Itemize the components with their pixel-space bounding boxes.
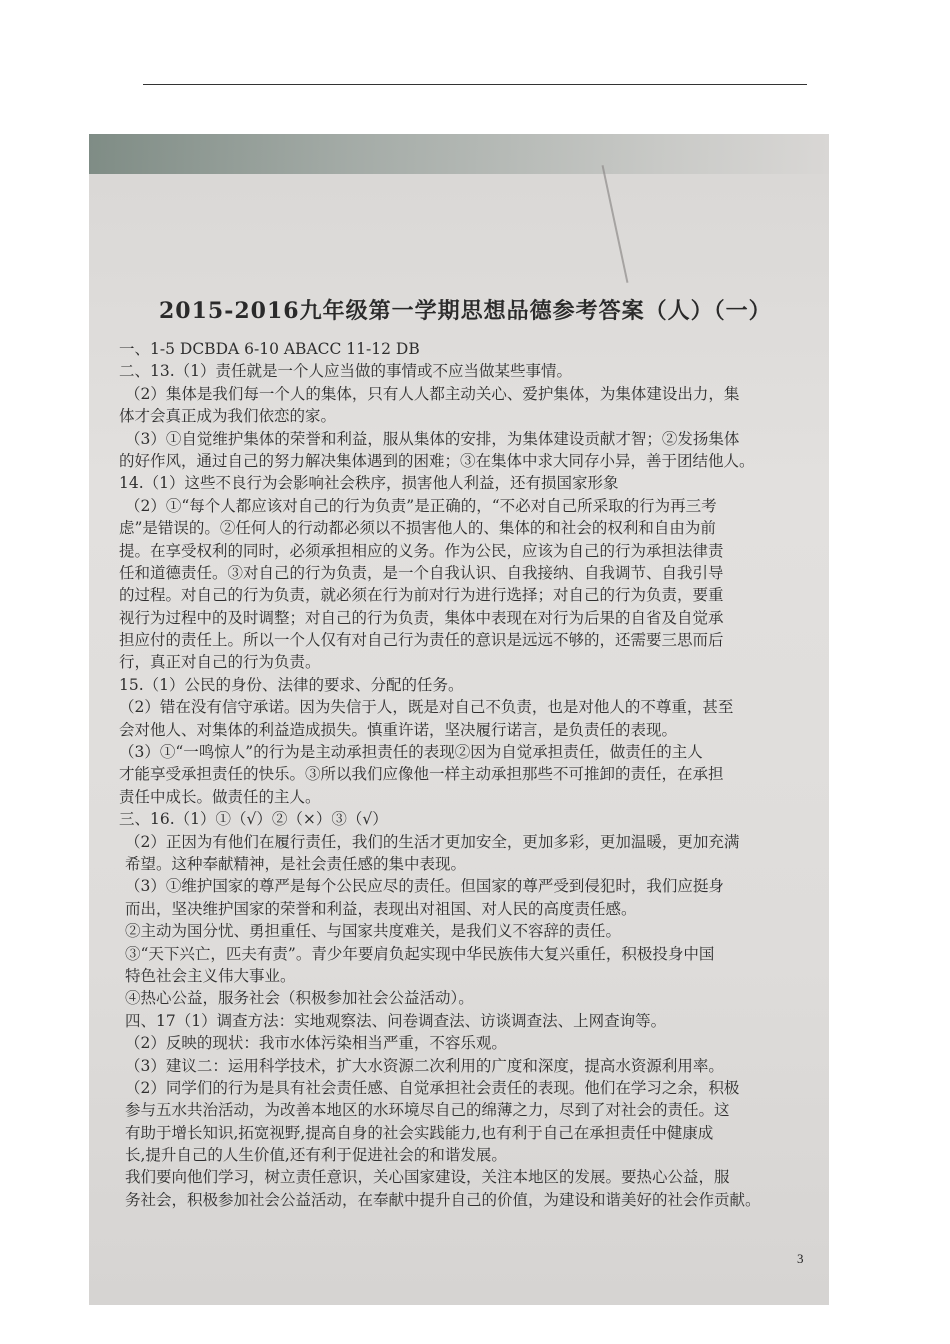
answer-line: 长,提升自己的人生价值,还有利于促进社会的和谐发展。 <box>125 1146 507 1165</box>
answer-line: 14.（1）这些不良行为会影响社会秩序，损害他人利益，还有损国家形象 <box>119 474 619 493</box>
header-rule <box>143 84 807 85</box>
answer-line: 的好作风，通过自己的努力解决集体遇到的困难；③在集体中求大同存小异，善于团结他人。 <box>119 451 755 470</box>
answer-line: 行，真正对自己的行为负责。 <box>119 653 321 672</box>
answer-line: 的过程。对自己的行为负责，就必须在行为前对行为进行选择；对自己的行为负责，要重 <box>119 586 724 605</box>
answer-line: 虑”是错误的。②任何人的行动都必须以不损害他人的、集体的和社会的权利和自由为前 <box>119 519 716 538</box>
answer-line: 我们要向他们学习，树立责任意识，关心国家建设，关注本地区的发展。要热心公益，服 <box>125 1168 730 1187</box>
answer-line: 一、1-5 DCBDA 6-10 ABACC 11-12 DB <box>119 340 420 358</box>
answer-line: （3）①“一鸣惊人”的行为是主动承担责任的表现②因为自觉承担责任，做责任的主人 <box>119 743 703 762</box>
answer-line: （2）正因为有他们在履行责任，我们的生活才更加安全，更加多彩，更加温暖，更加充满 <box>125 832 740 851</box>
answer-line: （2）集体是我们每一个人的集体，只有人人都主动关心、爱护集体，为集体建设出力，集 <box>125 384 740 403</box>
answer-line: 参与五水共治活动，为改善本地区的水环境尽自己的绵薄之力，尽到了对社会的责任。这 <box>125 1101 730 1120</box>
answer-line: 三、16.（1）①（√）②（×）③（√） <box>119 810 388 829</box>
answer-line: 任和道德责任。③对自己的行为负责，是一个自我认识、自我接纳、自我调节、自我引导 <box>119 563 724 582</box>
answer-line: 责任中成长。做责任的主人。 <box>119 787 321 806</box>
answer-line: （2）同学们的行为是具有社会责任感、自觉承担社会责任的表现。他们在学习之余，积极 <box>125 1078 740 1097</box>
answer-line: 有助于增长知识,拓宽视野,提高自身的社会实践能力,也有利于自己在承担责任中健康成 <box>125 1123 714 1142</box>
answer-line: 而出，坚决维护国家的荣誉和利益，表现出对祖国、对人民的高度责任感。 <box>125 899 637 918</box>
answer-line: （2）错在没有信守承诺。因为失信于人，既是对自己不负责，也是对他人的不尊重，甚至 <box>119 698 734 717</box>
document-photo <box>89 134 829 1305</box>
answer-line: ③“天下兴亡，匹夫有责”。青少年要肩负起实现中华民族伟大复兴重任，积极投身中国 <box>125 944 715 963</box>
answer-line: 二、13.（1）责任就是一个人应当做的事情或不应当做某些事情。 <box>119 362 573 381</box>
answer-line: 15.（1）公民的身份、法律的要求、分配的任务。 <box>119 675 464 694</box>
page-number: 3 <box>797 1251 804 1266</box>
answer-line: ④热心公益，服务社会（积极参加社会公益活动）。 <box>125 989 474 1008</box>
paper-crease <box>602 165 629 283</box>
answer-line: 希望。这种奉献精神，是社会责任感的集中表现。 <box>125 854 467 873</box>
answer-line: 会对他人、对集体的利益造成损失。慎重许诺，坚决履行诺言，是负责任的表现。 <box>119 720 678 739</box>
answer-line: 四、17（1）调查方法：实地观察法、问卷调查法、访谈调查法、上网查询等。 <box>125 1011 667 1030</box>
answer-line: ②主动为国分忧、勇担重任、与国家共度难关，是我们义不容辞的责任。 <box>125 922 622 941</box>
answer-line: 视行为过程中的及时调整；对自己的行为负责，集体中表现在对行为后果的自省及自觉承 <box>119 608 724 627</box>
document-title: 2015-2016九年级第一学期思想品德参考答案（人）（一） <box>159 298 772 324</box>
answer-text-body <box>119 338 819 1211</box>
answer-line: （3）①维护国家的尊严是每个公民应尽的责任。但国家的尊严受到侵犯时，我们应挺身 <box>125 877 724 896</box>
answer-line: 务社会，积极参加社会公益活动，在奉献中提升自己的价值，为建设和谐美好的社会作贡献。 <box>125 1190 761 1209</box>
answer-line: 体才会真正成为我们依恋的家。 <box>119 407 337 426</box>
answer-line: （2）①“每个人都应该对自己的行为负责”是正确的，“不必对自己所采取的行为再三考 <box>125 496 717 515</box>
answer-line: （2）反映的现状：我市水体污染相当严重，不容乐观。 <box>125 1034 507 1053</box>
answer-line: 才能享受承担责任的快乐。③所以我们应像他一样主动承担那些不可推卸的责任，在承担 <box>119 765 724 784</box>
answer-line: （3）①自觉维护集体的荣誉和利益，服从集体的安排，为集体建设贡献才智；②发扬集体 <box>125 429 740 448</box>
answer-line: 特色社会主义伟大事业。 <box>125 966 296 985</box>
answer-line: （3）建议二：运用科学技术，扩大水资源二次利用的广度和深度，提高水资源利用率。 <box>125 1056 724 1075</box>
answer-line: 担应付的责任上。所以一个人仅有对自己行为责任的意识是远远不够的，还需要三思而后 <box>119 631 724 650</box>
answer-line: 提。在享受权利的同时，必须承担相应的义务。作为公民，应该为自己的行为承担法律责 <box>119 541 724 560</box>
photo-background-edge <box>89 134 829 174</box>
